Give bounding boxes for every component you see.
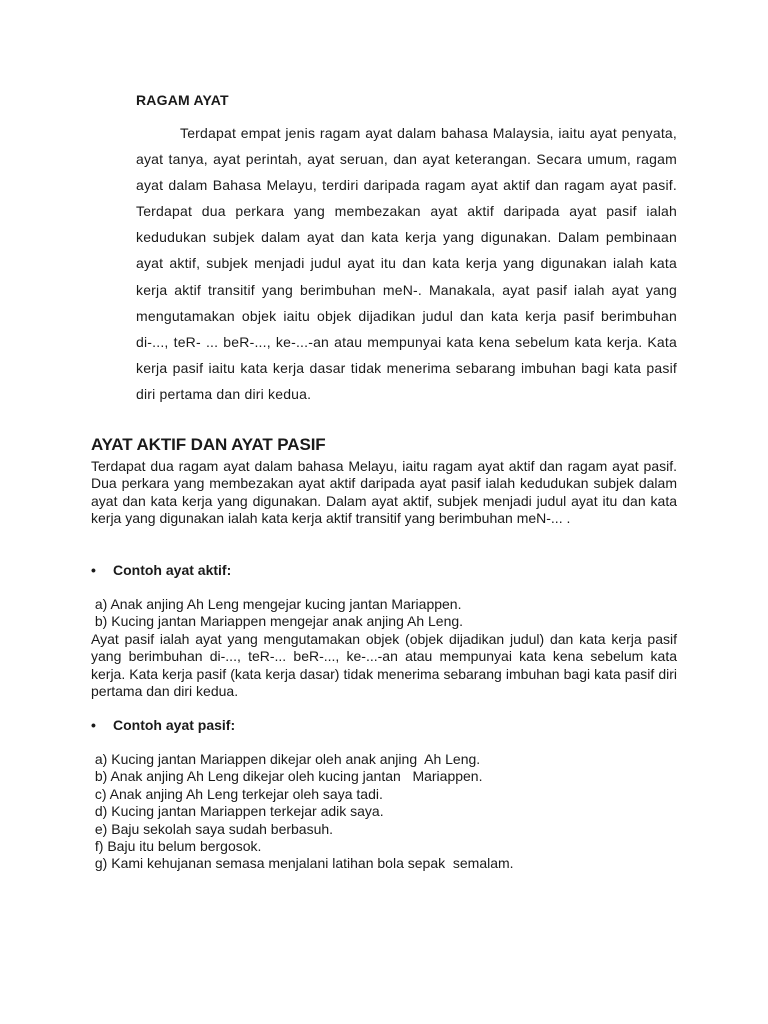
heading-contoh-ayat-pasif <box>91 717 235 733</box>
list-item: a) Kucing jantan Mariappen dikejar oleh anak anjing Ah Leng. <box>91 751 481 767</box>
list-item: b) Kucing jantan Mariappen mengejar anak anjing Ah Leng. <box>91 613 464 630</box>
contoh-ayat-aktif-list <box>91 596 677 631</box>
section-ragam-ayat-paragraph <box>136 120 677 407</box>
list-item: b) Anak anjing Ah Leng dikejar oleh kucing jantan Mariappen. <box>91 768 483 785</box>
section-ayat-aktif-pasif-paragraph: Terdapat dua ragam ayat dalam bahasa Melayu, iaitu ragam ayat aktif dan ragam ayat pasif. Dua perkara yang membezakan ayat aktif daripada ayat pasif ialah kedudukan subjek dalam ayat dan kata kerja yang digunakan. Dalam ayat aktif, subjek menjadi judul ayat itu dan kata kerja yang digunakan ialah kata kerja aktif transitif yang berimbuhan meN-... . <box>91 458 677 526</box>
section-title-ragam-ayat: RAGAM AYAT <box>136 92 229 108</box>
contoh-ayat-pasif-list <box>91 751 677 873</box>
list-item: a) Anak anjing Ah Leng mengejar kucing jantan Mariappen. <box>91 596 462 612</box>
list-item: f) Baju itu belum bergosok. <box>91 838 262 855</box>
bullet-icon: • <box>91 562 96 578</box>
bullet-icon: • <box>91 717 96 733</box>
section-ragam-ayat-text: Terdapat empat jenis ragam ayat dalam bahasa Malaysia, iaitu ayat penyata, ayat tanya, ayat perintah, ayat seruan, dan ayat keterangan. Secara umum, ragam ayat dalam Bahasa Melayu, terdiri daripada ragam ayat aktif dan ragam ayat pasif. Terdapat dua perkara yang membezakan ayat aktif daripada ayat pasif ialah kedudukan subjek dalam ayat dan kata kerja yang digunakan. Dalam pembinaan ayat aktif, subjek menjadi judul ayat itu dan kata kerja yang digunakan ialah kata kerja aktif transitif yang berimbuhan meN-. Manakala, ayat pasif ialah ayat yang mengutamakan objek iaitu objek dijadikan judul dan kata kerja pasif berimbuhan di-..., teR- ... beR-..., ke-...-an atau mempunyai kata kena sebelum kata kerja. Kata kerja pasif iaitu kata kerja dasar tidak menerima sebarang imbuhan bagi kata pasif diri pertama dan diri kedua. <box>136 125 677 402</box>
list-item: d) Kucing jantan Mariappen terkejar adik saya. <box>91 803 384 820</box>
heading-contoh-ayat-aktif <box>91 562 231 578</box>
list-item: c) Anak anjing Ah Leng terkejar oleh saya tadi. <box>91 785 383 802</box>
section-title-ayat-aktif-pasif: AYAT AKTIF DAN AYAT PASIF <box>91 435 326 454</box>
heading-contoh-ayat-pasif-label: Contoh ayat pasif: <box>113 717 236 733</box>
list-item: e) Baju sekolah saya sudah berbasuh. <box>91 820 334 837</box>
heading-contoh-ayat-aktif-label: Contoh ayat aktif: <box>113 562 232 578</box>
ayat-pasif-definition-paragraph: Ayat pasif ialah ayat yang mengutamakan objek (objek dijadikan judul) dan kata kerja pasif yang berimbuhan di-..., teR-... beR-..., ke-...-an atau mempunyai kata kena sebelum kata kerja. Kata kerja pasif (kata kerja dasar) tidak menerima sebarang imbuhan bagi kata pasif diri pertama dan diri kedua. <box>91 631 677 700</box>
list-item: g) Kami kehujanan semasa menjalani latihan bola sepak semalam. <box>91 855 514 872</box>
